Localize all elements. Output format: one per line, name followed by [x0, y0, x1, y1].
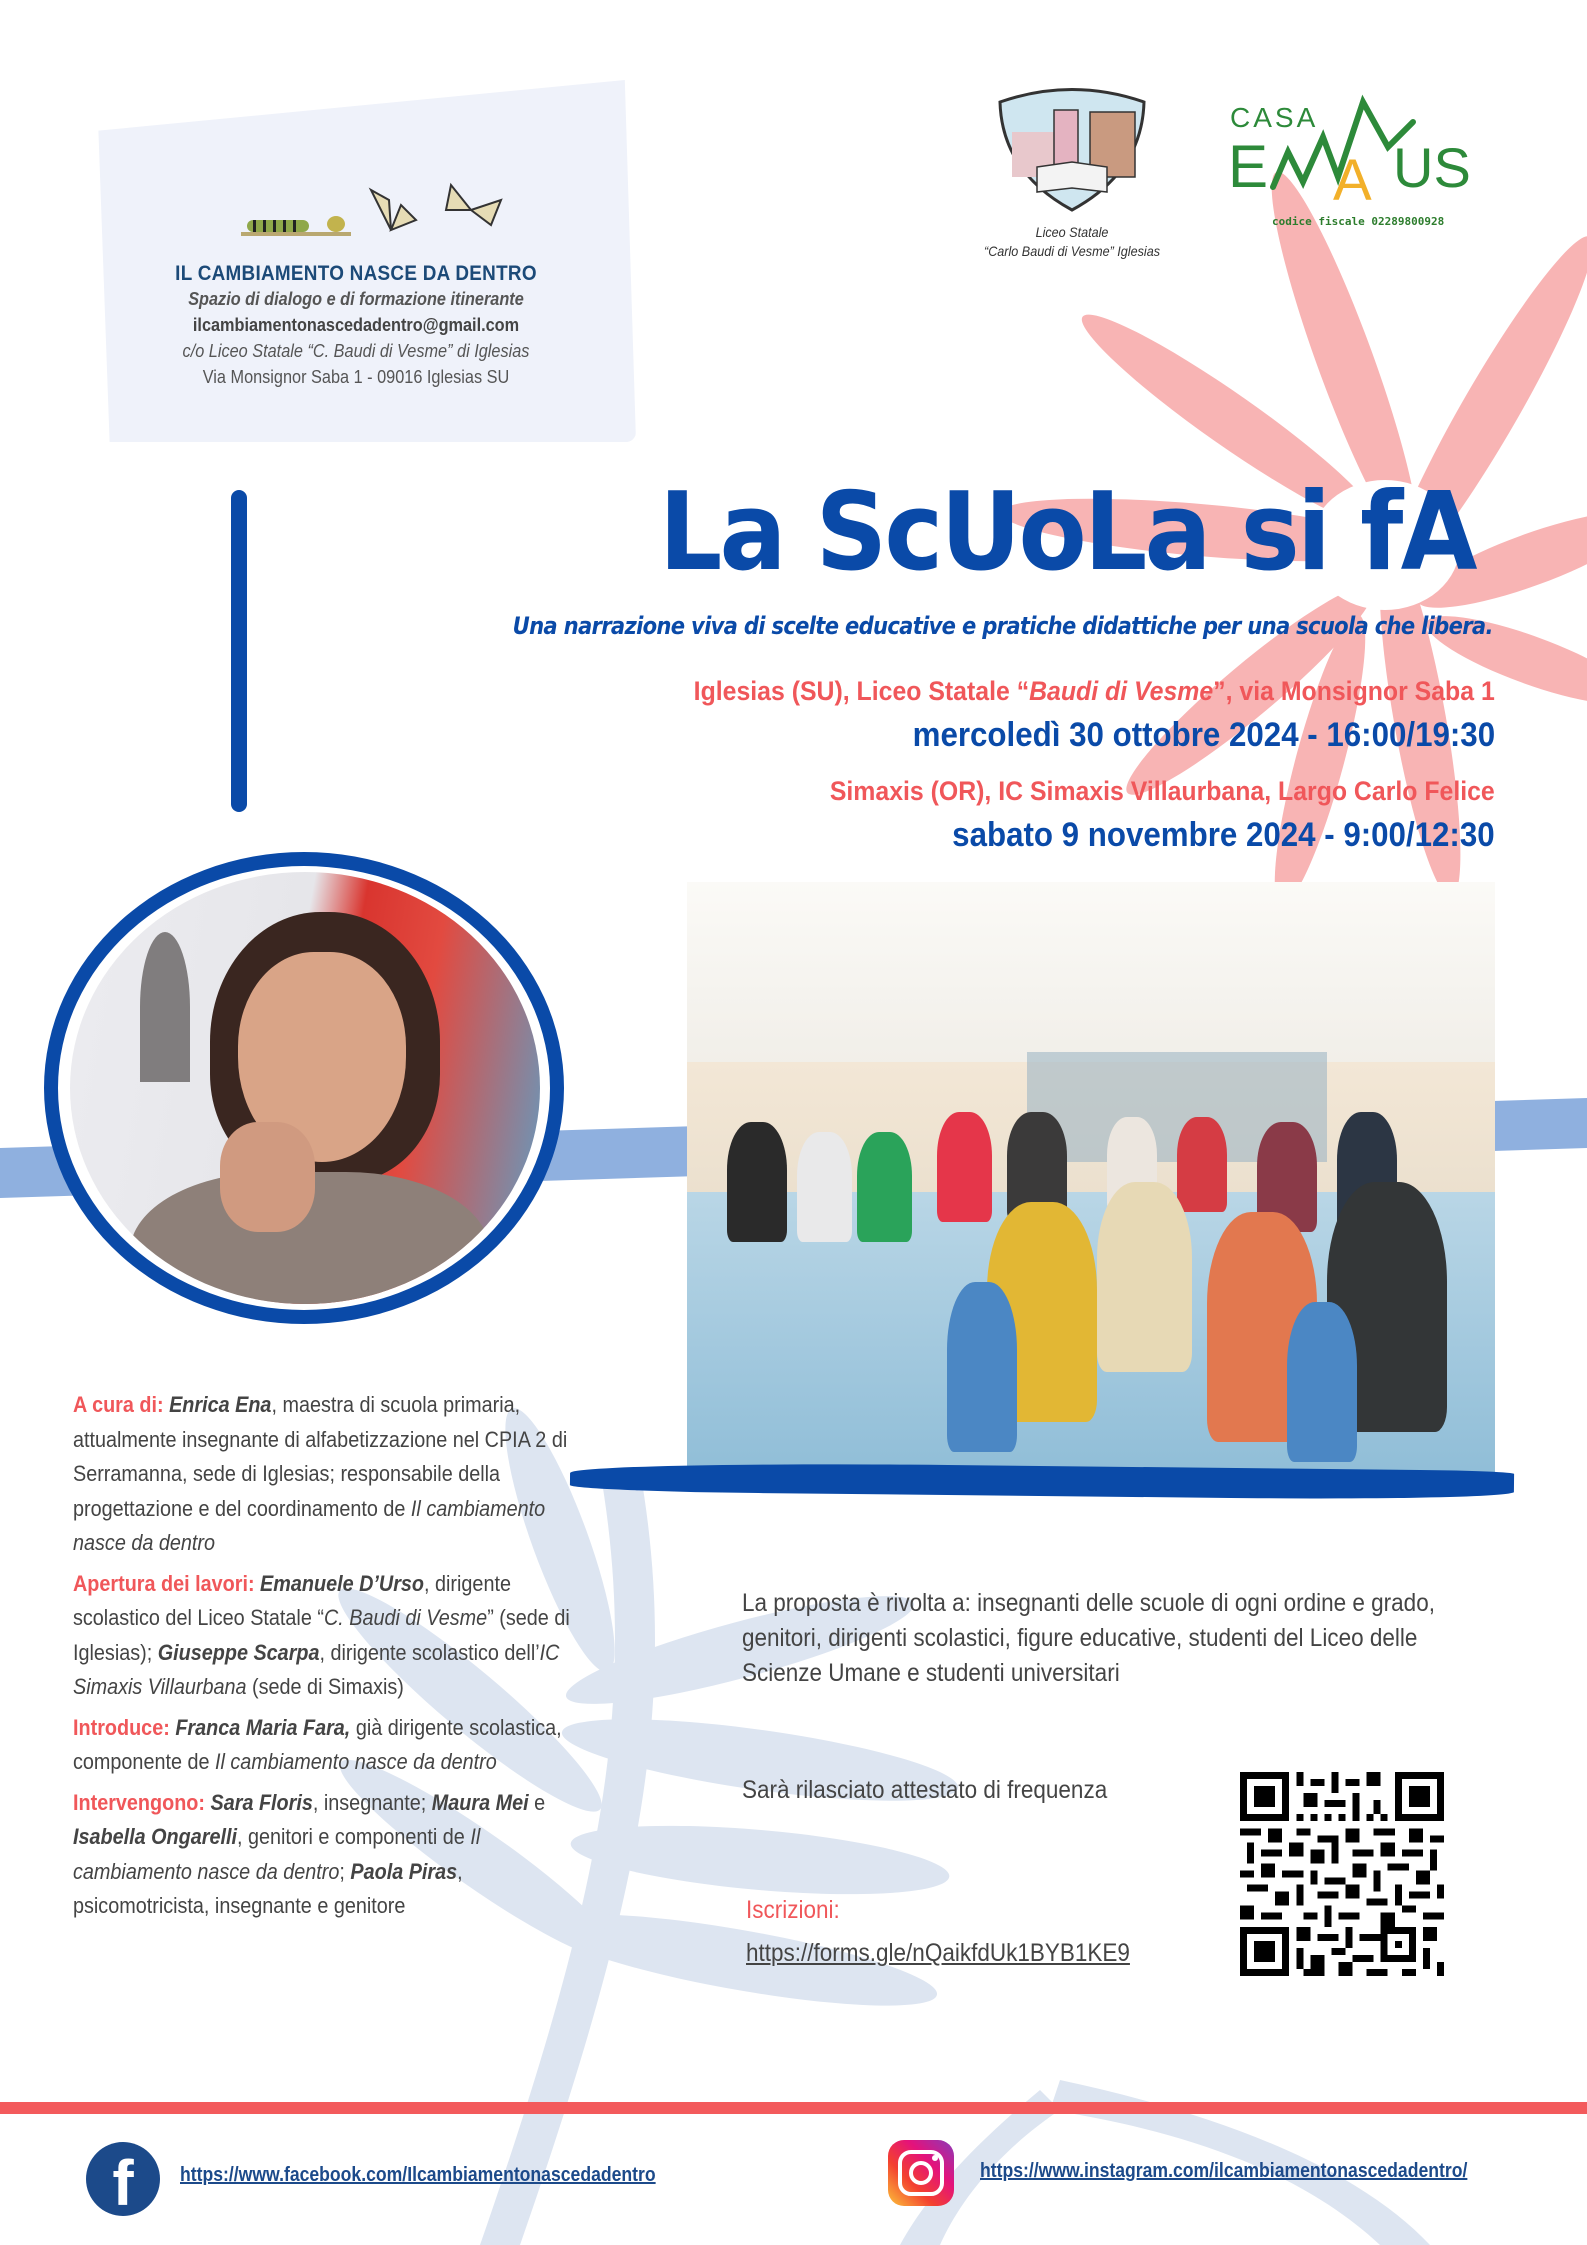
curator-description: , maestra di scuola primaria, attualmente insegnante di alfabetizzazione nel CPIA 2 di Serramanna, sede di Iglesias; responsabile della progettazione e del coordinamento de: [73, 1392, 568, 1521]
speaker-text: e: [528, 1789, 546, 1815]
introducer-description: già dirigente scolastica, componente de: [73, 1714, 562, 1774]
casa-emaus-logo: [1228, 82, 1528, 232]
photo-chair: [1287, 1302, 1357, 1462]
facebook-icon[interactable]: [86, 2142, 160, 2216]
opening-text-4: (sede di Simaxis): [246, 1674, 404, 1699]
liceo-logo: [972, 82, 1172, 261]
svg-text:CASA: CASA: [1230, 102, 1319, 133]
svg-text:US: US: [1393, 136, 1471, 199]
footer-divider: [0, 2102, 1587, 2114]
speakers-label: Intervengono:: [73, 1789, 206, 1815]
session-1-date: mercoledì 30 ottobre 2024 - 16:00/19:30: [912, 716, 1495, 754]
qr-code-icon: [1240, 1772, 1444, 1976]
organization-tagline: Spazio di dialogo e di formazione itinerante: [188, 288, 524, 309]
facebook-link[interactable]: https://www.facebook.com/Ilcambiamentonascedadentro: [180, 2164, 656, 2186]
photo-person: [1097, 1182, 1192, 1372]
speaker-name: Isabella Ongarelli: [73, 1824, 237, 1849]
organization-care-of: c/o Liceo Statale “C. Baudi di Vesme” di Iglesias: [182, 340, 530, 361]
photo-person: [1177, 1117, 1227, 1212]
event-subtitle: Una narrazione viva di scelte educative e pratiche didattiche per una scuola che libera.: [512, 612, 1493, 640]
credit-introduces: [73, 1711, 573, 1780]
casa-emaus-logo-icon: [1228, 82, 1528, 212]
speaker-name: Maura Mei: [431, 1789, 529, 1815]
organization-card: [76, 80, 636, 442]
speaker-org-name: Il cambiamento nasce da dentro: [73, 1824, 481, 1884]
session-2-date: sabato 9 novembre 2024 - 9:00/12:30: [952, 816, 1495, 854]
credit-speakers: [73, 1786, 573, 1924]
instagram-link[interactable]: https://www.instagram.com/ilcambiamentonascedadentro/: [980, 2160, 1468, 2182]
opening-school-2: IC Simaxis Villaurbana: [73, 1639, 560, 1699]
credit-opening: [73, 1567, 573, 1705]
curated-by-label: A cura di:: [73, 1392, 164, 1417]
organization-address: Via Monsignor Saba 1 - 09016 Iglesias SU: [202, 366, 510, 387]
butterfly-flying-icon: [431, 180, 511, 240]
instagram-icon[interactable]: [888, 2140, 954, 2206]
signup-qr-code[interactable]: [1240, 1772, 1444, 1976]
liceo-caption-line2: “Carlo Baudi di Vesme” Iglesias: [983, 243, 1161, 259]
facebook-f-glyph: f: [112, 2147, 134, 2216]
svg-text:A: A: [1333, 148, 1372, 212]
curator-portrait-photo: [70, 872, 540, 1304]
photo-person: [937, 1112, 992, 1222]
photo-person: [857, 1132, 912, 1242]
photo-chair: [947, 1282, 1017, 1452]
svg-text:E: E: [1228, 133, 1269, 200]
target-audience: La proposta è rivolta a: insegnanti delle scuole di ogni ordine e grado, genitori, dirigenti scolastici, figure educative, studenti del Liceo delle Scienze Umane e studenti universitari: [742, 1589, 1435, 1687]
opening-speaker-2: Giuseppe Scarpa: [157, 1639, 320, 1665]
signup-label: Iscrizioni:: [746, 1896, 840, 1924]
curator-name: Enrica Ena: [169, 1392, 272, 1417]
speaker-name: Sara Floris: [210, 1789, 313, 1815]
photo-person: [797, 1132, 852, 1242]
session-1-venue-school: Baudi di Vesme: [1029, 676, 1214, 706]
curator-org-name: Il cambiamento nasce da dentro: [73, 1495, 546, 1555]
speaker-text: , genitori e componenti de: [236, 1824, 471, 1849]
signup-link[interactable]: https://forms.gle/nQaikfdUk1BYB1KE9: [746, 1939, 1130, 1967]
opening-speaker-1: Emanuele D’Urso: [260, 1570, 425, 1596]
butterfly-icon: [361, 180, 421, 240]
caterpillar-icon: [241, 210, 351, 240]
metamorphosis-illustration: [116, 150, 636, 240]
accent-vertical-bar: [231, 490, 247, 812]
workshop-group-photo: [687, 882, 1495, 1480]
speaker-text: ;: [339, 1858, 351, 1884]
portrait-bg-object: [140, 932, 190, 1082]
speaker-name: Paola Piras: [350, 1858, 458, 1884]
instagram-icon-lens: [909, 2161, 933, 2185]
instagram-icon-dot: [932, 2155, 938, 2161]
credit-curated-by: [73, 1388, 573, 1561]
opening-text-3: , dirigente scolastico dell’: [319, 1639, 540, 1665]
speaker-text: , psicomotricista, insegnante e genitore: [73, 1858, 463, 1918]
session-1-venue-suffix: ”, via Monsignor Saba 1: [1213, 676, 1495, 706]
organization-email[interactable]: ilcambiamentonascedadentro@gmail.com: [192, 314, 520, 335]
introduces-label: Introduce:: [73, 1714, 170, 1740]
organization-name: IL CAMBIAMENTO NASCE DA DENTRO: [175, 262, 537, 285]
liceo-caption-line1: Liceo Statale: [1035, 224, 1109, 240]
photo-person: [727, 1122, 787, 1242]
speaker-text: , insegnante;: [312, 1789, 432, 1815]
opening-label: Apertura dei lavori:: [73, 1570, 255, 1596]
introducer-org-name: Il cambiamento nasce da dentro: [215, 1749, 497, 1774]
portrait-hand: [220, 1122, 315, 1232]
session-2-venue: Simaxis (OR), IC Simaxis Villaurbana, Largo Carlo Felice: [830, 776, 1495, 806]
emaus-fiscal-code: codice fiscale 02289800928: [1272, 215, 1445, 228]
opening-text-1: , dirigente scolastico del Liceo Statale “: [73, 1570, 511, 1630]
session-1-venue: [694, 676, 1495, 707]
event-title: La ScUoLa si fA: [659, 470, 1475, 595]
introducer-name: Franca Maria Fara,: [175, 1714, 351, 1740]
opening-school-1: C. Baudi di Vesme: [323, 1605, 488, 1630]
opening-text-2: ” (sede di Iglesias);: [73, 1605, 570, 1665]
credits-section: [73, 1388, 573, 1930]
certificate-note: Sarà rilasciato attestato di frequenza: [742, 1776, 1108, 1804]
session-1-venue-prefix: Iglesias (SU), Liceo Statale “: [693, 676, 1030, 706]
liceo-crest-icon: [992, 82, 1152, 212]
